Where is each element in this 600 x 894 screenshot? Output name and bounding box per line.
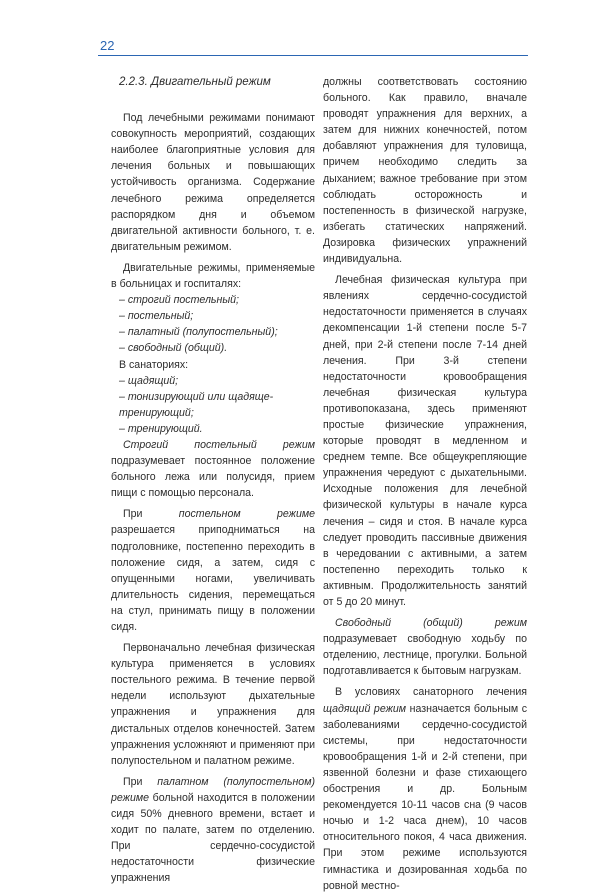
free-mode-paragraph: Свободный (общий) режим подразумевает свободную ходьбу по отделению, лестнице, прогулки. Больной подготавливается к бытовым нагрузкам. (323, 617, 527, 678)
sanatorium-mode-paragraph: В условиях санаторного лечения щадящий режим назначается больным с заболеваниями сердечно-сосудистой системы, при недостаточности кровообращения 1-й и 2-й степени, при язвенной болезни и фазе стихающего обострения и др. Больным рекомендуется 10-11 часов сна (9 часов ночью и 1-2 часа днем), 10 часов относительного покоя, 4 часа движения. При этом режиме используются гимнастика и дозированная ходьба по ровной местно- (323, 686, 527, 892)
term: Строгий постельный режим (123, 438, 315, 451)
bed-mode-paragraph: При постельном режиме разрешается приподниматься на подголовнике, постепенно переходить в положение сидя, а затем, сидя с опущенными ногами, увеличивать длительность сидения, перемещаться на стул, принимать пищу в положении сидя. (111, 508, 315, 633)
list-item: – свободный (общий). (119, 342, 228, 355)
intro-paragraph: Под лечебными режимами понимают совокупность мероприятий, создающих наиболее благоприятные условия для лечения больных и повышающих устойчивость организма. Содержание лечебного режима определяется распорядком дня и объемом двигательной активности больного, т. е. двигательным режимом. (111, 112, 315, 253)
sanatorium-intro: В санаториях: (119, 358, 189, 371)
section-heading: 2.2.3. Двигательный режим (119, 76, 271, 88)
continuation-paragraph: должны соответствовать состоянию больного. Как правило, вначале проводят упражнения для верхних, а затем для нижних конечностей, потом добавляют упражнения для туловища, причем необходимо следить за дыханием; важное требование при этом соблюдать осторожность и постепенность в физической нагрузке, избегать статических напряжений. Дозировка физических упражнений индивидуальна. (323, 76, 527, 266)
page-number: 22 (100, 38, 115, 53)
term: щадящий режим (323, 702, 407, 715)
right-column (323, 74, 527, 894)
list-item: – тонизирующий или щадяще-тренирующий; (119, 390, 274, 419)
list-item: – постельный; (119, 310, 194, 323)
strict-bed-mode-paragraph: Строгий постельный режим подразумевает постоянное положение больного лежа или полусидя, прием пищи с помощью персонала. (111, 438, 315, 500)
hospital-modes-intro: Двигательные режимы, применяемые в больницах и госпиталях: (111, 261, 315, 291)
term: постельном режиме (178, 508, 315, 521)
initial-lfk-paragraph: Первоначально лечебная физическая культура применяется в условиях постельного режима. В течение первой недели используют дыхательные упражнения и упражнения для дистальных отделов конечностей. Затем упражнения усложняют и применяют при полупостельном и палатном режиме. (111, 642, 315, 767)
list-item: – тренирующий. (119, 422, 203, 435)
list-item: – палатный (полупостельный); (119, 326, 278, 339)
lfk-paragraph: Лечебная физическая культура при явлениях сердечно-сосудистой недостаточности применяется в случаях декомпенсации 1-й степени после 5-7 дней, при 2-й степени после 7-14 дней лечения. При 3-й степени недостаточности кровообращения лечебная физическая культура противопоказана, здесь применяют простые физические упражнения, которые проводят в медленном и среднем темпе. Все общеукрепляющие упражнения чередуют с дыхательными. Исходные положения для лечебной физической культуры в начале курса лечения – сидя и стоя. В начале курса следует проводить пассивные движения в чередовании с активными, а затем постепенно переходить только к активным. Продолжительность занятий от 5 до 20 минут. (323, 274, 527, 608)
term: Свободный (общий) режим (335, 617, 527, 630)
header-rule (98, 55, 528, 56)
list-item: – строгий постельный; (119, 294, 239, 307)
ward-mode-paragraph: При палатном (полупостельном) режиме больной находится в положении сидя 50% дневного времени, встает и ходит по палате, затем по отделению. При сердечно-сосудистой недостаточности физические упражнения (111, 775, 315, 885)
list-item: – щадящий; (119, 374, 179, 387)
term: палатном (полупостельном) режиме (111, 775, 315, 804)
left-column (111, 74, 315, 887)
